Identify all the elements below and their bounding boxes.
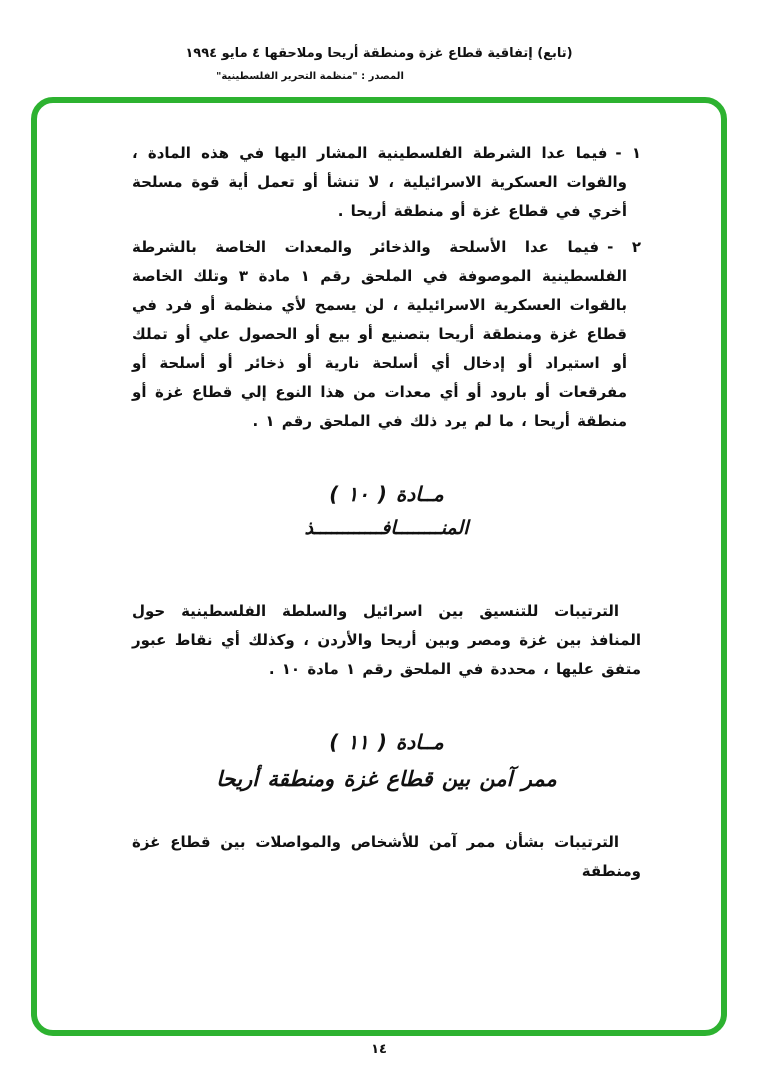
clause-item — [132, 139, 641, 226]
page-number: ١٤ — [371, 1042, 387, 1057]
article-10-paragraph: الترتيبات للتنسيق بين اسرائيل والسلطة الفلسطينية حول المنافذ بين غزة ومصر وبين أريحا والأردن ، وكذلك أي نقاط عبور متفق عليها ، محددة في الملحق رقم ١ مادة ١٠ . — [132, 602, 641, 678]
clause-text: فيما عدا الشرطة الفلسطينية المشار اليها في هذه المادة ، والقوات العسكرية الاسرائيلية ، لا تنشأ أو تعمل أية قوة مسلحة أخري في قطاع غزة أو منطقة أريحا . — [132, 144, 627, 220]
document-body — [37, 103, 721, 886]
header-title: (تابع) إتفاقية قطاع غزة ومنطقة أريحا وملاحقها ٤ مايو ١٩٩٤ — [185, 46, 573, 61]
header-source: المصدر : "منظمة التحرير الفلسطينية" — [216, 71, 404, 82]
clause-text: فيما عدا الأسلحة والذخائر والمعدات الخاصة بالشرطة الفلسطينية الموصوفة في الملحق رقم ١ مادة ٣ وتلك الخاصة بالقوات العسكرية الاسرائيلية ، لن يسمح لأي منظمة أو فرد في قطاع غزة ومنطقة أريحا بتصنيع أو بيع أو الحصول علي أو تملك أو استيراد أو إدخال أي أسلحة نارية أو ذخائر أو أسلحة أو مفرقعات أو بارود أو أي معدات من هذا النوع إلي قطاع غزة أو منطقة أريحا ، ما لم يرد ذلك في الملحق رقم ١ . — [132, 238, 627, 430]
content-frame — [31, 97, 727, 1036]
article-11-subtitle: ممر آمن بين قطاع غزة ومنطقة أريحا — [216, 767, 557, 791]
article-10-title: مــادة ( ١٠ ) — [329, 482, 444, 506]
article-11-paragraph: الترتيبات بشأن ممر آمن للأشخاص والمواصلات بين قطاع غزة ومنطقة — [132, 833, 641, 880]
clause-item — [132, 233, 641, 436]
article-10-subtitle: المنــــــــافــــــــــــذ — [304, 517, 469, 539]
clause-number: ١ - — [615, 144, 641, 162]
clause-number: ٢ - — [607, 238, 641, 256]
article-11-title: مــادة ( ١١ ) — [329, 730, 444, 754]
